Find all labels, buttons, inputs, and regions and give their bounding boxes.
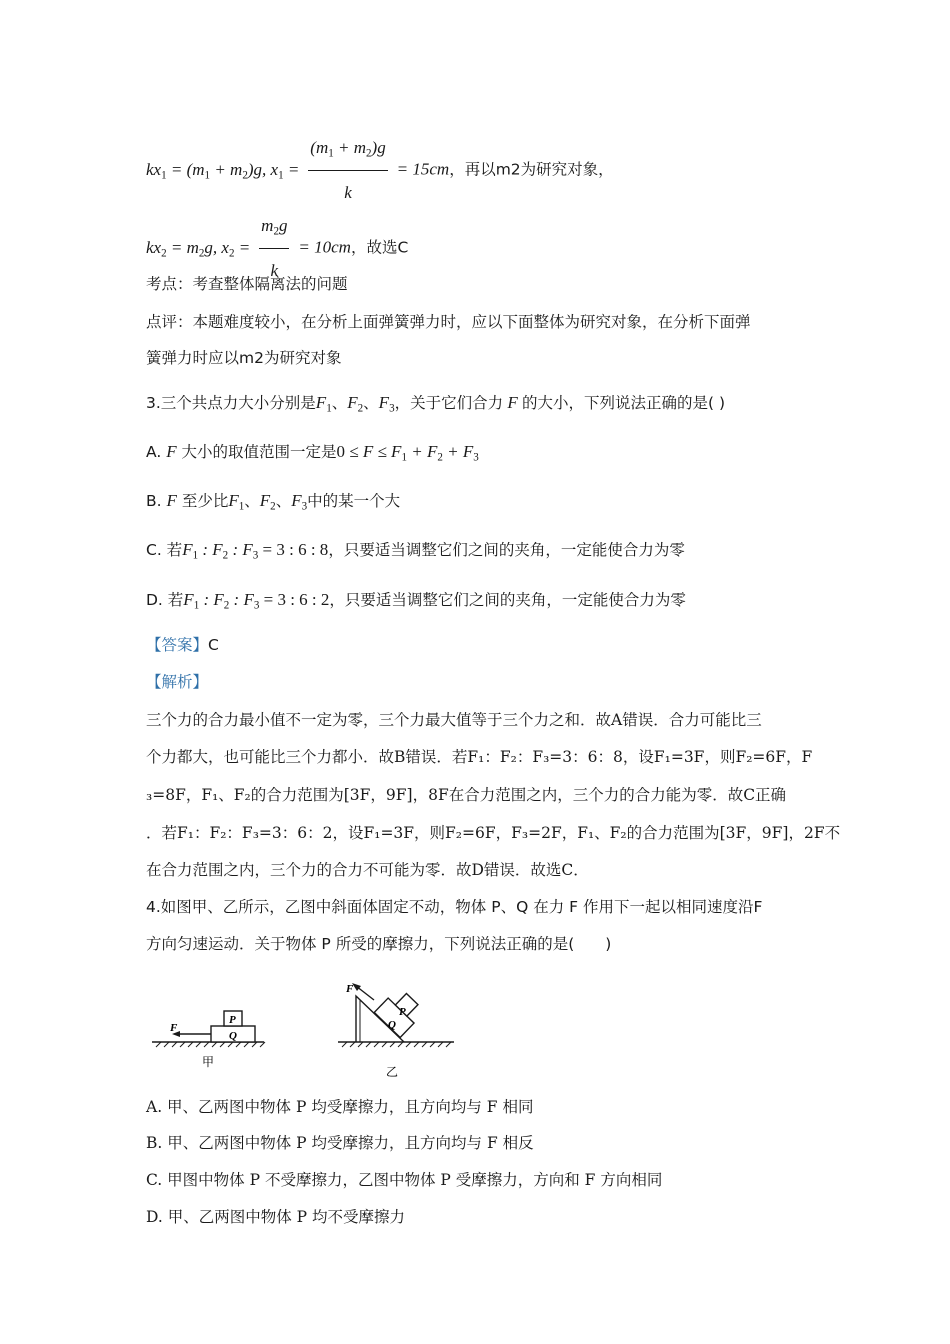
q3-answer: 【答案】C bbox=[146, 636, 219, 654]
svg-text:甲: 甲 bbox=[202, 1055, 215, 1069]
q3-analysis-line-2: 个力都大，也可能比三个力都小．故B错误．若F₁：F₂：F₃=3：6：8，设F₁=3F，则F₂=6F，F bbox=[146, 748, 813, 766]
q3-option-a[interactable]: A. F 大小的取值范围一定是$0 \le F \le F_1 + F_2 + F_3$ bbox=[146, 442, 479, 464]
q4-stem-line-1: 4.如图甲、乙所示，乙图中斜面体固定不动，物体 P、Q 在力 F 作用下一起以相同速度沿F bbox=[146, 898, 763, 916]
q3-analysis-line-4: ．若F₁：F₂：F₃=3：6：2，设F₁=3F，则F₂=6F，F₃=2F，F₁、F₂的合力范围为[3F，9F]，2F不 bbox=[146, 824, 841, 842]
equation-1: $kx_1 = (m_1 + m_2)g$, $x_1$ = $\frac{(m_1 + m_2)g}{k}$ = 15cm，再以m2为研究对象， bbox=[146, 128, 614, 213]
q4-option-c[interactable]: C. 甲图中物体 P 不受摩擦力，乙图中物体 P 受摩擦力，方向和 F 方向相同 bbox=[146, 1171, 663, 1189]
svg-text:Q: Q bbox=[229, 1030, 237, 1042]
svg-text:P: P bbox=[399, 1006, 406, 1018]
svg-text:F: F bbox=[170, 1022, 178, 1034]
q3-analysis-line-3: ₃=8F，F₁、F₂的合力范围为[3F，9F]，8F在合力范围之内，三个力的合力能为零．故C正确 bbox=[146, 786, 787, 804]
q3-analysis-line-1: 三个力的合力最小值不一定为零，三个力最大值等于三个力之和．故A错误．合力可能比三 bbox=[146, 711, 762, 729]
q3-option-b[interactable]: B. F 至少比$F_1$、$F_2$、$F_3$中的某一个大 bbox=[146, 491, 401, 513]
q3-option-c[interactable]: C. 若$F_1$ : $F_2$ : $F_3 = 3$ : 6 : 8，只要适当调整它们之间的夹角，一定能使合力为零 bbox=[146, 540, 685, 562]
svg-text:P: P bbox=[229, 1014, 236, 1026]
dianping-line-1: 点评：本题难度较小，在分析上面弹簧弹力时，应以下面整体为研究对象，在分析下面弹 bbox=[146, 313, 751, 331]
q4-option-d[interactable]: D. 甲、乙两图中物体 P 均不受摩擦力 bbox=[146, 1208, 406, 1226]
q4-option-b[interactable]: B. 甲、乙两图中物体 P 均受摩擦力，且方向均与 F 相反 bbox=[146, 1134, 534, 1152]
q4-stem-line-2: 方向匀速运动．关于物体 P 所受的摩擦力，下列说法正确的是( ) bbox=[146, 935, 612, 953]
q3-stem: 3.三个共点力大小分别是$F_1$、$F_2$、$F_3$，关于它们合力 F 的大小，下列说法正确的是( ) bbox=[146, 393, 726, 415]
svg-text:F: F bbox=[346, 983, 354, 995]
svg-text:乙: 乙 bbox=[386, 1065, 399, 1079]
fraction-1: $\frac{(m_1 + m_2)g}{k}$ bbox=[308, 128, 387, 213]
equation-2: $kx_2 = m_2g$, $x_2$ = $\frac{m_2g}{k}$ = 10cm，故选C bbox=[146, 206, 408, 291]
q3-analysis-tag: 【解析】 bbox=[146, 673, 209, 691]
figure-jia bbox=[148, 1000, 268, 1080]
fraction-2: $\frac{m_2g}{k}$ bbox=[259, 206, 289, 291]
dianping-line-2: 簧弹力时应以m2为研究对象 bbox=[146, 349, 342, 367]
q3-option-d[interactable]: D. 若$F_1$ : $F_2$ : $F_3 = 3$ : 6 : 2，只要适当调整它们之间的夹角，一定能使合力为零 bbox=[146, 590, 686, 612]
kaodian: 考点：考查整体隔离法的问题 bbox=[146, 275, 348, 293]
svg-text:Q: Q bbox=[388, 1019, 396, 1031]
q4-option-a[interactable]: A. 甲、乙两图中物体 P 均受摩擦力，且方向均与 F 相同 bbox=[146, 1098, 534, 1116]
q3-analysis-line-5: 在合力范围之内，三个力的合力不可能为零．故D错误．故选C． bbox=[146, 861, 589, 879]
figure-yi bbox=[334, 978, 459, 1088]
